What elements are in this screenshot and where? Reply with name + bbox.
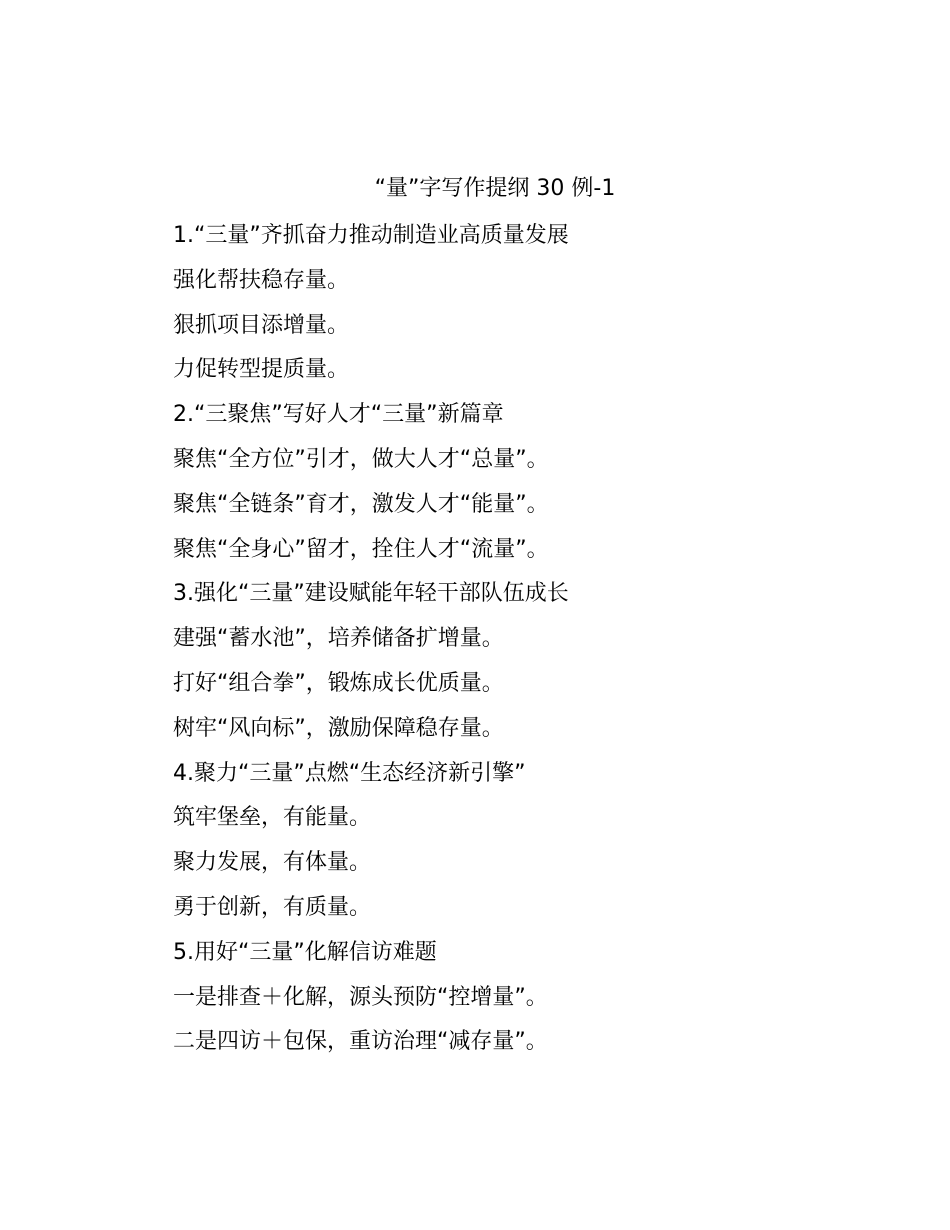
body-line: 建强“蓄水池”，培养储备扩增量。 <box>173 626 504 652</box>
body-line: 聚焦“全方位”引才，做大人才“总量”。 <box>173 446 549 472</box>
body-line: 二是四访＋包保，重访治理“减存量”。 <box>173 1029 548 1055</box>
body-line: 强化帮扶稳存量。 <box>173 267 350 293</box>
heading-3: 3.强化“三量”建设赋能年轻干部队伍成长 <box>173 581 569 607</box>
document-body <box>173 218 873 1069</box>
heading-2: 2.“三聚焦”写好人才“三量”新篇章 <box>173 402 504 428</box>
heading-1: 1.“三量”齐抓奋力推动制造业高质量发展 <box>173 223 569 248</box>
body-line: 筑牢堡垒，有能量。 <box>173 805 372 831</box>
heading-5: 5.用好“三量”化解信访难题 <box>173 939 437 965</box>
document-title: “量”字写作提纲 30 例-1 <box>374 176 616 201</box>
body-line: 打好“组合拳”，锻炼成长优质量。 <box>173 670 504 696</box>
body-line: 树牢“风向标”，激励保障稳存量。 <box>173 715 504 741</box>
body-line: 聚焦“全链条”育才，激发人才“能量”。 <box>173 491 549 517</box>
body-line: 一是排查＋化解，源头预防“控增量”。 <box>173 984 548 1010</box>
body-line: 力促转型提质量。 <box>173 357 350 383</box>
heading-4: 4.聚力“三量”点燃“生态经济新引擎” <box>173 760 526 786</box>
body-line: 勇于创新，有质量。 <box>173 894 372 920</box>
body-line: 聚力发展，有体量。 <box>173 850 372 876</box>
body-line: 聚焦“全身心”留才，拴住人才“流量”。 <box>173 536 549 562</box>
body-line: 狠抓项目添增量。 <box>173 312 350 338</box>
